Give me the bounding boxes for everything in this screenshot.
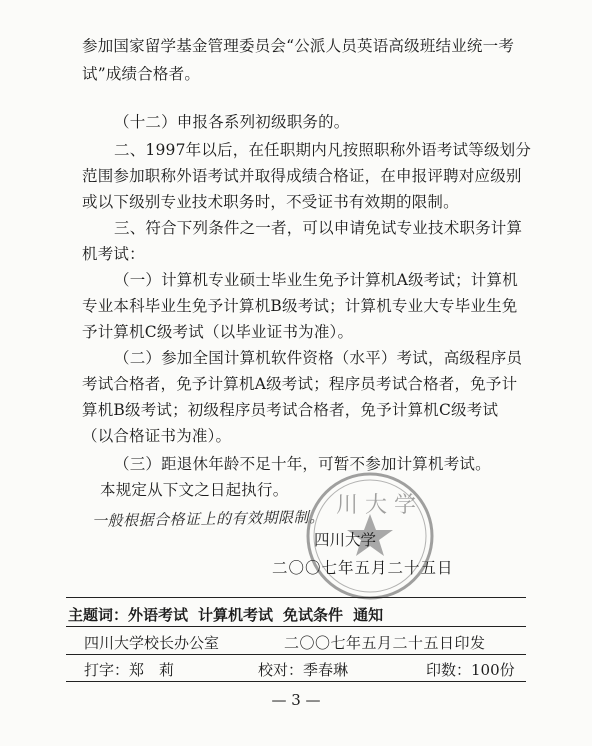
body-line-12: （二）参加全国计算机软件资格（水平）考试，高级程序员 (114, 349, 523, 367)
seal-text: 川 大 学 (336, 493, 416, 518)
body-line-10: 专业本科毕业生免予计算机B级考试；计算机专业大专毕业生免 (82, 297, 518, 315)
handwritten-note: 一般根据合格证上的有效期限制。 (91, 507, 325, 531)
body-line-13: 考试合格者，免予计算机A级考试；程序员考试合格者，免予计 (82, 375, 518, 393)
body-line-5: 范围参加职称外语考试并取得成绩合格证，在申报评聘对应级别 (82, 167, 522, 185)
body-line-4: 二、1997年以后，在任职期内凡按照职称外语考试等级划分 (114, 141, 532, 159)
issue-date: 二〇〇七年五月二十五日印发 (284, 634, 486, 652)
body-line-8: 机考试： (82, 245, 145, 263)
body-line-6: 或以下级别专业技术职务时，不受证书有效期的限制。 (82, 193, 459, 211)
issuing-office: 四川大学校长办公室 (84, 634, 220, 652)
body-line-15: （以合格证书为准）。 (82, 427, 232, 445)
body-line-1: 参加国家留学基金管理委员会“公派人员英语高级班结业统一考 (82, 37, 515, 55)
keyword-item: 外语考试 (128, 606, 189, 624)
typist: 打字：郑 莉 (84, 661, 175, 679)
body-line-11: 予计算机C级考试（以毕业证书为准）。 (82, 323, 354, 341)
signature-organization: 四川大学 (314, 531, 377, 549)
body-line-14: 算机B级考试；初级程序员考试合格者，免予计算机C级考试 (82, 401, 499, 419)
keyword-item: 免试条件 (283, 606, 344, 624)
body-line-16: （三）距退休年龄不足十年，可暂不参加计算机考试。 (114, 455, 491, 473)
footer-rule-3 (66, 654, 526, 655)
keywords-row (68, 604, 393, 625)
body-line-9: （一）计算机专业硕士毕业生免予计算机A级考试；计算机 (114, 271, 518, 289)
body-line-2: 试”成绩合格者。 (82, 65, 201, 83)
keywords-label: 主题词： (68, 606, 129, 624)
footer-top-rule (66, 597, 526, 598)
signature-date: 二〇〇七年五月二十五日 (272, 559, 454, 577)
body-line-3: （十二）申报各系列初级职务的。 (114, 113, 350, 131)
keyword-item: 计算机考试 (198, 606, 274, 624)
body-line-17: 本规定从下文之日起执行。 (100, 481, 289, 499)
footer-bottom-rule (66, 681, 526, 682)
footer-rule-2 (66, 626, 526, 627)
page-number: — 3 — (271, 691, 321, 709)
keyword-item: 通知 (353, 606, 384, 624)
copies-count: 印数：100份 (426, 661, 515, 679)
body-line-7: 三、符合下列条件之一者，可以申请免试专业技术职务计算 (114, 219, 523, 237)
proofreader: 校对：季春琳 (258, 661, 349, 679)
